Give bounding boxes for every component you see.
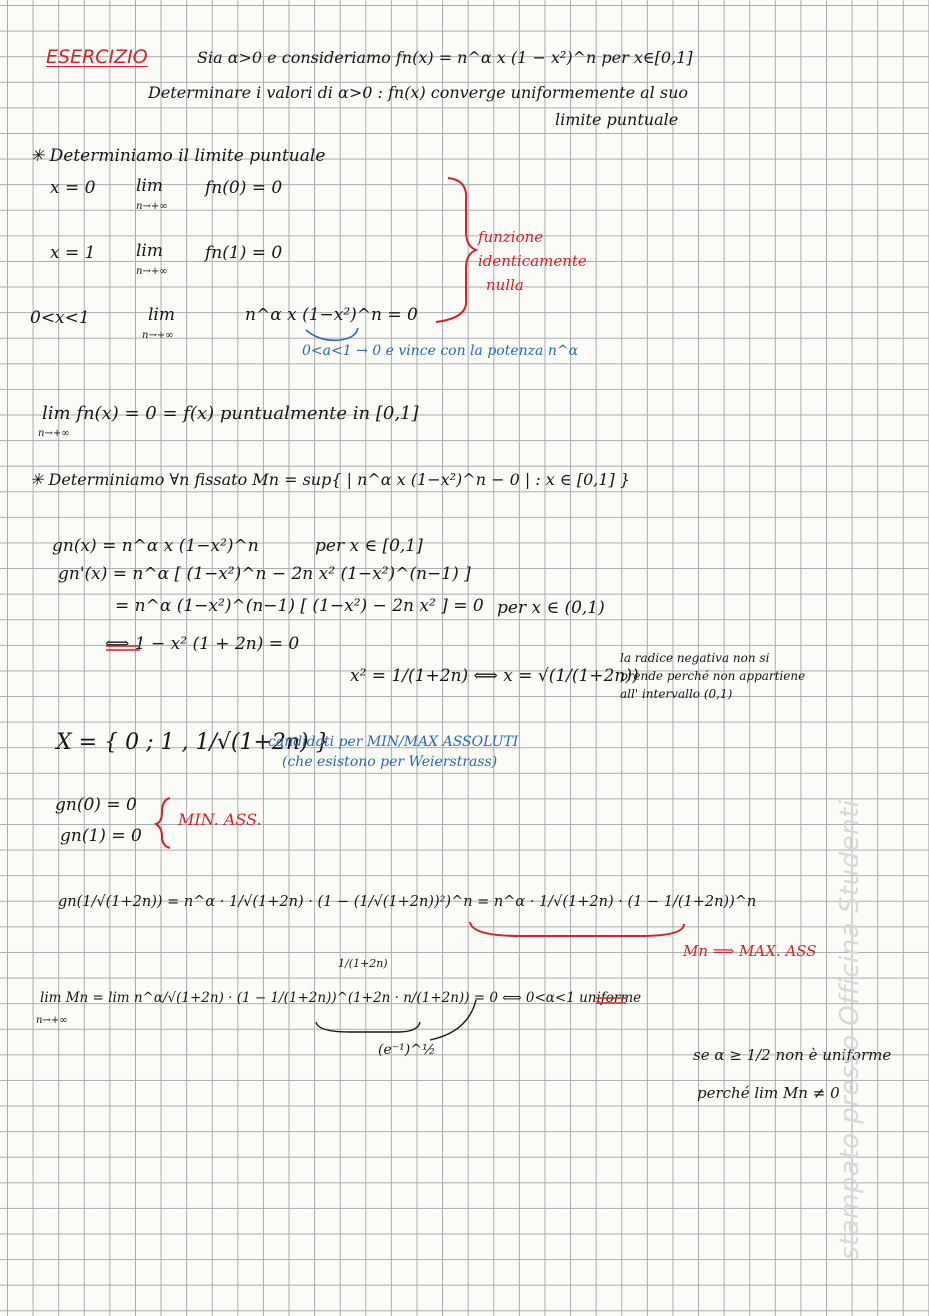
case-x0-lhs: x = 0 (50, 178, 96, 198)
root-note-3: all' intervallo (0,1) (620, 687, 733, 701)
exercise-question-cont: limite puntuale (555, 110, 679, 129)
case-x1-lhs: x = 1 (50, 243, 96, 263)
case-mid-lim: lim (148, 305, 175, 325)
g-def: gn(x) = n^α x (1−x²)^n (52, 536, 259, 556)
max-note: Mn ⟹ MAX. ASS (683, 942, 817, 960)
min-note: MIN. ASS. (178, 810, 262, 829)
root-note-1: la radice negativa non si (620, 651, 770, 665)
case-mid-expr: n^α x (1−x²)^n = 0 (245, 305, 418, 325)
limit-of-Mn-sub: n→+∞ (36, 1015, 68, 1026)
g-at-0: gn(0) = 0 (55, 795, 137, 815)
pointwise-conclusion-sub: n→+∞ (38, 428, 70, 439)
alpha-condition: se α ≥ 1/2 non è uniforme (693, 1046, 892, 1064)
red-underbrace-Mn (470, 922, 684, 936)
limit-of-Mn: lim Mn = lim n^α/√(1+2n) · (1 − 1/(1+2n))^(1+2n · n/(1+2n)) = 0 ⟺ 0<α<1 uniforme (40, 990, 642, 1006)
exercise-question: Determinare i valori di α>0 : fn(x) converge uniformemente al suo (148, 83, 689, 102)
case-x1-sub: n→+∞ (136, 266, 168, 277)
g-prime: gn'(x) = n^α [ (1−x²)^n − 2n x² (1−x²)^(n−1) ] (58, 564, 471, 584)
candidates-note-2: (che esistono per Weierstrass) (282, 754, 498, 770)
g-at-1: gn(1) = 0 (60, 826, 142, 846)
step1-heading: ✳ Determiniamo il limite puntuale (30, 146, 326, 166)
brace-note-2: identicamente (478, 252, 587, 270)
pointwise-conclusion: lim fn(x) = 0 = f(x) puntualmente in [0,1] (42, 403, 419, 424)
under-fraction: 1/(1+2n) (338, 957, 388, 970)
red-iff-arrow (596, 998, 626, 1003)
root-note-2: prende perché non appartiene (620, 669, 806, 683)
case-mid-lhs: 0<x<1 (30, 308, 90, 328)
exercise-statement: Sia α>0 e consideriamo fn(x) = n^α x (1 − x²)^n per x∈[0,1] (197, 48, 693, 67)
equiv-line: ⟺ 1 − x² (1 + 2n) = 0 (105, 634, 300, 654)
case-x1-expr: fn(1) = 0 (205, 243, 283, 263)
case-x1-lim: lim (136, 241, 163, 261)
watermark: stampato presso Officina Studenti (835, 799, 865, 1260)
exercise-title: ESERCIZIO (46, 46, 148, 68)
brace-note-1: funzione (478, 228, 544, 246)
step2-heading: ✳ Determiniamo ∀n fissato Mn = sup{ | n^α x (1−x²)^n − 0 | : x ∈ [0,1] } (30, 470, 631, 489)
candidates-note-1: candidati per MIN/MAX ASSOLUTI (268, 734, 519, 750)
exponent-arrow (430, 1000, 476, 1040)
brace-note-3: nulla (486, 276, 524, 294)
case-x0-lim: lim (136, 176, 163, 196)
g-domain: per x ∈ [0,1] (315, 536, 423, 556)
case-x0-sub: n→+∞ (136, 201, 168, 212)
x-squared: x² = 1/(1+2n) ⟺ x = √(1/(1+2n)) (350, 666, 639, 686)
g-at-critical: gn(1/√(1+2n)) = n^α · 1/√(1+2n) · (1 − (1/√(1+2n))²)^n = n^α · 1/√(1+2n) · (1 − 1/(1+2n))^n (58, 894, 757, 910)
red-equiv-arrow (106, 646, 140, 650)
e-note: (e⁻¹)^½ (378, 1042, 436, 1058)
red-brace-min (156, 798, 170, 848)
case-x0-expr: fn(0) = 0 (205, 178, 283, 198)
because-note: perché lim Mn ≠ 0 (697, 1084, 840, 1102)
candidate-set: X = { 0 ; 1 , 1/√(1+2n) } (56, 730, 330, 755)
blue-note: 0<a<1 → 0 e vince con la potenza n^α (302, 343, 579, 359)
case-mid-sub: n→+∞ (142, 330, 174, 341)
blue-underbrace (306, 328, 358, 340)
g-prime-domain: per x ∈ (0,1) (497, 598, 605, 618)
black-underbrace (316, 1022, 420, 1032)
red-brace-limits (436, 178, 476, 322)
g-prime-factored: = n^α (1−x²)^(n−1) [ (1−x²) − 2n x² ] = 0 (115, 596, 484, 616)
